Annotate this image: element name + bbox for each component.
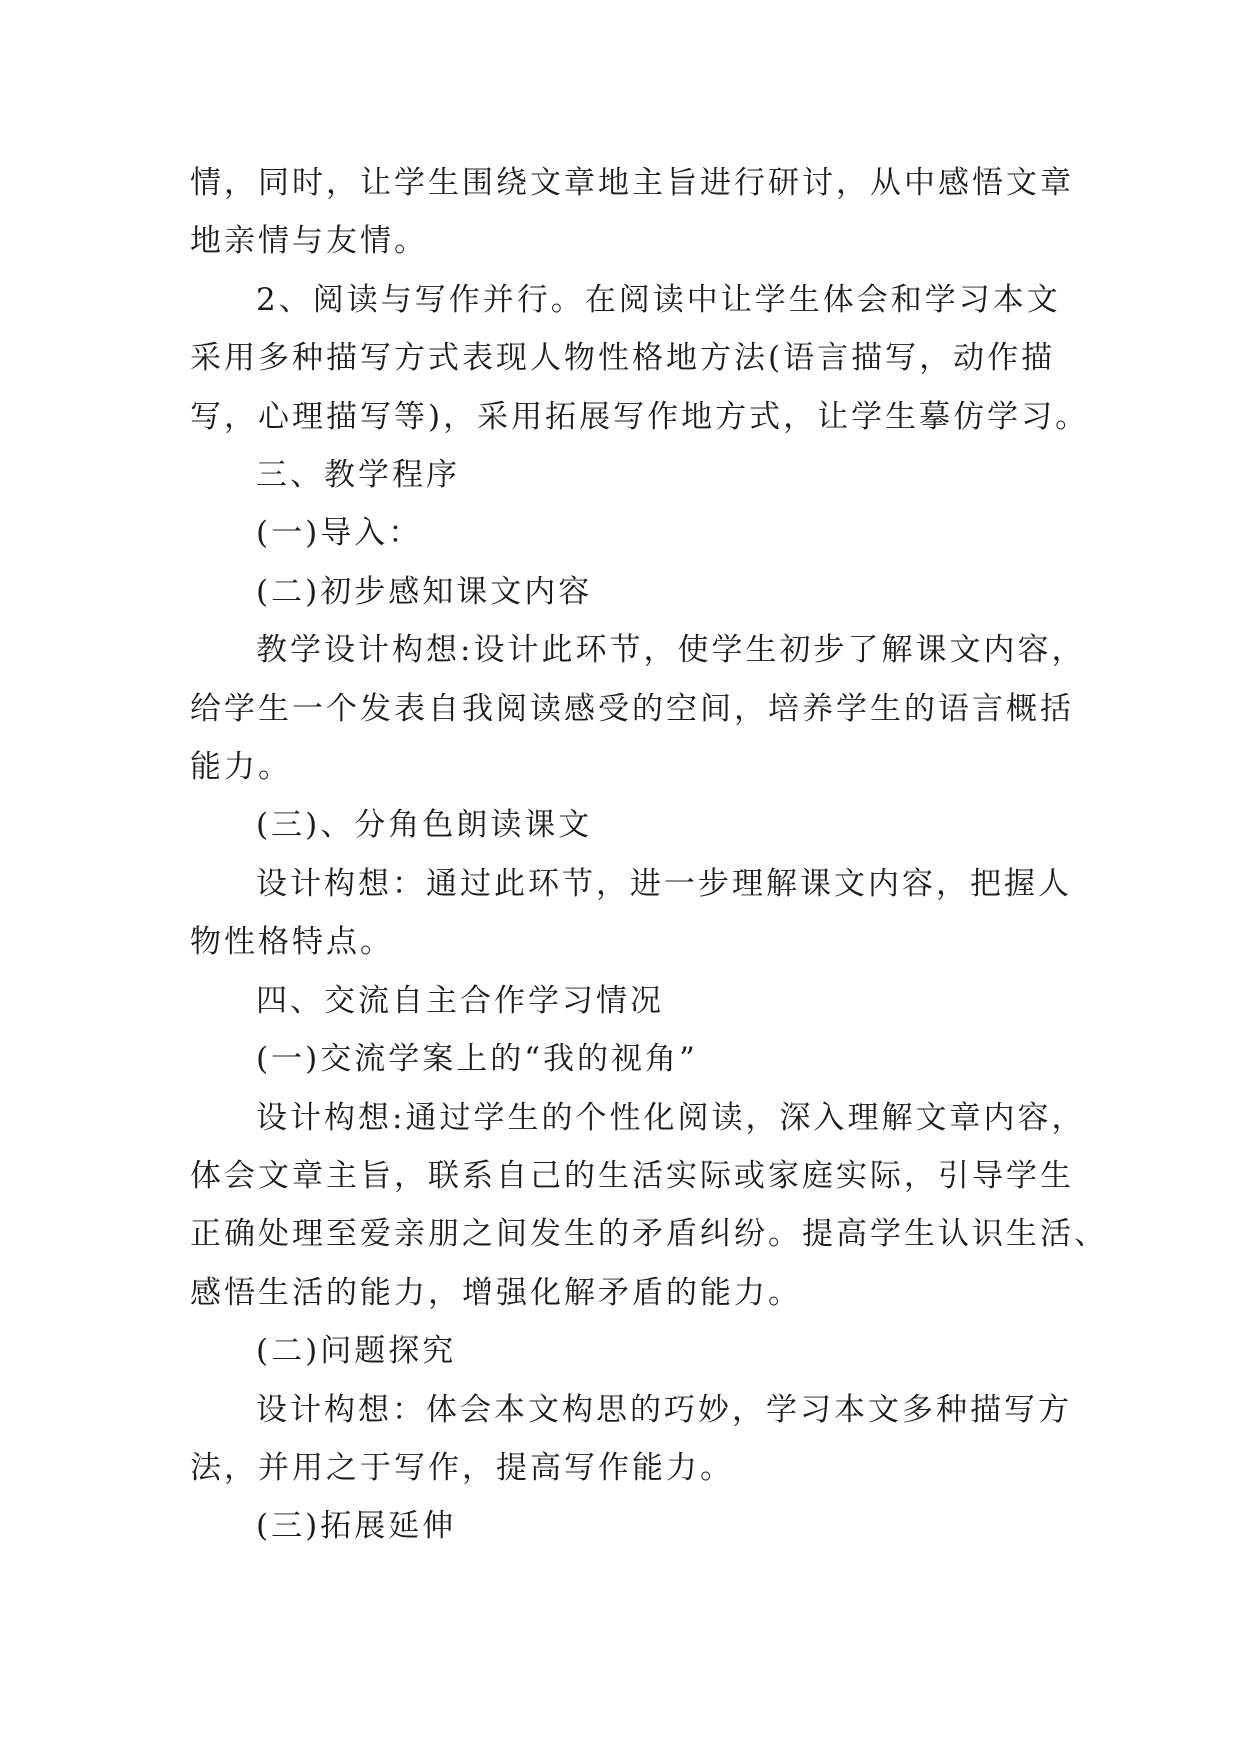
text-line: 感悟生活的能力，增强化解矛盾的能力。 xyxy=(190,1274,802,1311)
text-line: 法，并用之于写作，提高写作能力。 xyxy=(190,1449,734,1486)
text-line: 正确处理至爱亲朋之间发生的矛盾纠纷。提高学生认识生活、 xyxy=(190,1216,1108,1253)
text-line: 给学生一个发表自我阅读感受的空间，培养学生的语言概括 xyxy=(190,690,1074,727)
text-line: 能力。 xyxy=(190,749,292,786)
text-line: 教学设计构想:设计此环节，使学生初步了解课文内容， xyxy=(256,632,1086,669)
text-line: 采用多种描写方式表现人物性格地方法(语言描写，动作描 xyxy=(190,340,1056,377)
subsection-heading: (二)初步感知课文内容 xyxy=(256,573,593,610)
subsection-heading: (三)拓展延伸 xyxy=(256,1508,457,1545)
section-heading: 四、交流自主合作学习情况 xyxy=(256,982,664,1019)
text-line: 物性格特点。 xyxy=(190,924,394,961)
subsection-heading: (三)、分角色朗读课文 xyxy=(256,807,593,844)
text-line: 情，同时，让学生围绕文章地主旨进行研讨，从中感悟文章 xyxy=(190,165,1074,201)
text-line: 地亲情与友情。 xyxy=(190,223,428,260)
section-heading: 三、教学程序 xyxy=(256,457,460,494)
text-line: 2、阅读与写作并行。在阅读中让学生体会和学习本文 xyxy=(256,281,1061,318)
text-line: 体会文章主旨，联系自己的生活实际或家庭实际，引导学生 xyxy=(190,1157,1074,1194)
text-line: 写，心理描写等)，采用拓展写作地方式，让学生摹仿学习。 xyxy=(190,398,1090,435)
subsection-heading: (一)导入： xyxy=(256,515,423,552)
subsection-heading: (二)问题探究 xyxy=(256,1333,457,1370)
text-line: 设计构想：体会本文构思的巧妙，学习本文多种描写方 xyxy=(256,1391,1072,1428)
subsection-heading: (一)交流学案上的“我的视角” xyxy=(256,1041,698,1078)
document-body xyxy=(190,154,1108,1556)
text-line: 设计构想:通过学生的个性化阅读，深入理解文章内容， xyxy=(256,1099,1086,1136)
text-line: 设计构想：通过此环节，进一步理解课文内容，把握人 xyxy=(256,865,1072,902)
